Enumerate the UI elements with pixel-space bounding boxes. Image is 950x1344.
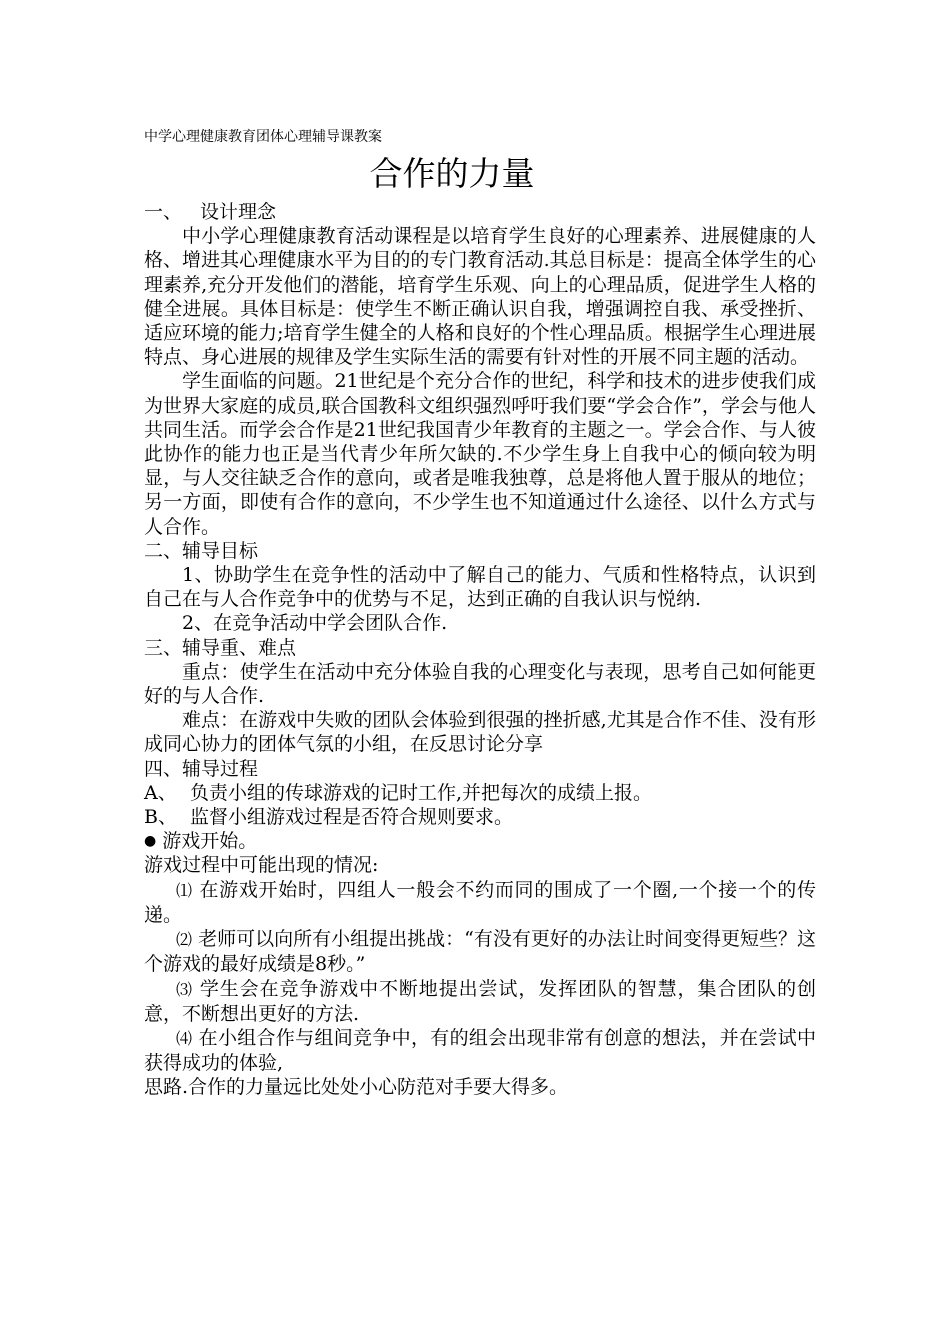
item-number: ⑶ (176, 979, 193, 999)
document-body (144, 200, 816, 1100)
closing-paragraph: 思路.合作的力量远比处处小心防范对手要大得多。 (144, 1076, 569, 1099)
situation-item-2 (144, 927, 816, 976)
section-heading-guidance-process: 四、辅导过程 (144, 757, 259, 780)
situation-item-4 (144, 1026, 816, 1075)
item-number: ⑴ (176, 880, 193, 900)
bullet-game-start (144, 829, 816, 853)
bullet-text: 游戏开始。 (162, 830, 258, 853)
paragraph-curriculum-goals: 中小学心理健康教育活动课程是以培育学生良好的心理素养、进展健康的人格、增进其心理健康水平为目的的专门教育活动.其总目标是：提高全体学生的心理素养,充分开发他们的潜能，培育学生乐观、向上的心理品质，促进学生人格的健全进展。具体目标是：使学生不断正确认识自我，增强调控自我、承受挫折、适应环境的能力;培育学生健全的人格和良好的个性心理品质。根据学生心理进展特点、身心进展的规律及学生实际生活的需要有针对性的开展不同主题的活动。 (144, 225, 816, 369)
item-number: ⑷ (176, 1028, 193, 1048)
section-heading-guidance-goals: 二、辅导目标 (144, 539, 259, 562)
section-heading-design-concept (144, 200, 816, 224)
section-number: 一、 (144, 201, 183, 223)
situations-intro: 游戏过程中可能出现的情况: (144, 854, 379, 877)
key-point-paragraph: 重点：使学生在活动中充分体验自我的心理变化与表现，思考自己如何能更好的与人合作. (144, 660, 816, 708)
item-text: 在游戏开始时，四组人一般会不约而同的围成了一个圈,一个接一个的传递。 (144, 878, 816, 926)
goal-item-2: 2、在竞争活动中学会团队合作. (182, 612, 448, 635)
item-text: 在小组合作与组间竞争中，有的组会出现非常有创意的想法，并在尝试中获得成功的体验, (144, 1026, 816, 1075)
section-heading-text: 设计理念 (200, 201, 277, 223)
item-text: 监督小组游戏过程是否符合规则要求。 (190, 806, 514, 829)
item-text: 老师可以向所有小组提出挑战：“有没有更好的办法让时间变得更短些？这个游戏的最好成绩是8秒。” (144, 928, 816, 976)
item-text: 学生会在竞争游戏中不断地提出尝试，发挥团队的智慧，集合团队的创意，不断想出更好的方法. (144, 977, 816, 1025)
item-number: ⑵ (176, 930, 193, 950)
bullet-dot-icon: ● (144, 833, 157, 850)
page-title: 合作的力量 (369, 154, 535, 193)
situation-item-3 (144, 977, 816, 1026)
item-marker: B、 (144, 806, 177, 829)
item-marker: A、 (144, 781, 177, 804)
item-text: 负责小组的传球游戏的记时工作,并把每次的成绩上报。 (190, 781, 653, 804)
situation-item-1 (144, 878, 816, 927)
difficult-point-paragraph: 难点：在游戏中失败的团队会体验到很强的挫折感,尤其是合作不佳、没有形成同心协力的团体气氛的小组，在反思讨论分享 (144, 709, 816, 756)
goal-item-1: 1、协助学生在竞争性的活动中了解自己的能力、气质和性格特点，认识到自己在与人合作竞争中的优势与不足，达到正确的自我认识与悦纳. (144, 564, 816, 611)
process-item-a (144, 781, 816, 805)
process-item-b (144, 805, 816, 829)
section-heading-key-difficult-points: 三、辅导重、难点 (144, 636, 297, 659)
paragraph-student-problems: 学生面临的问题。21世纪是个充分合作的世纪，科学和技术的进步使我们成为世界大家庭的成员,联合国教科文组织强烈呼吁我们要“学会合作”，学会与他人共同生活。而学会合作是21世纪我国青少年教育的主题之一。学会合作、与人彼此协作的能力也正是当代青少年所欠缺的.不少学生身上自我中心的倾向较为明显，与人交往缺乏合作的意向，或者是唯我独尊，总是将他人置于服从的地位；另一方面，即使有合作的意向，不少学生也不知道通过什么途径、以什么方式与人合作。 (144, 370, 816, 538)
document-header: 中学心理健康教育团体心理辅导课教案 (144, 129, 382, 145)
